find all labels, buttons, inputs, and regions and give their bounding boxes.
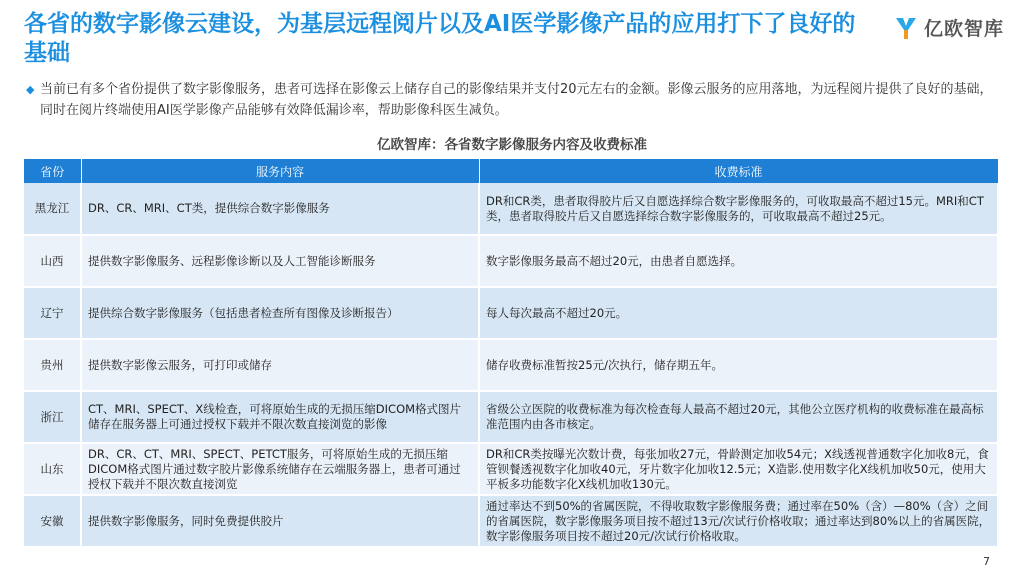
service-cell: 提供数字影像服务，同时免费提供胶片: [81, 495, 479, 547]
column-header-fee: 收费标准: [479, 159, 998, 183]
province-service-table: [24, 159, 999, 548]
fee-cell: 数字影像服务最高不超过20元，由患者自愿选择。: [479, 235, 998, 287]
yiou-logo-icon: [894, 15, 918, 41]
table-row: [24, 443, 998, 495]
service-cell: DR、CR、CT、MRI、SPECT、PETCT服务，可将原始生成的无损压缩DICOM格式图片通过数字胶片影像系统储存在云端服务器上，患者可通过授权下载并不限次数直接浏览: [81, 443, 479, 495]
logo-text: 亿欧智库: [923, 18, 1004, 40]
province-cell: 辽宁: [24, 287, 81, 339]
column-header-province: 省份: [24, 159, 81, 183]
summary-paragraph: [26, 79, 1001, 121]
fee-cell: DR和CR类按曝光次数计费，每张加收27元，骨龄测定加收54元；X线透视普通数字化加收8元，食管钡餐透视数字化加收40元，牙片数字化加收12.5元；X造影.使用数字化X线机加收50元，使用大平板多功能数字化X线机加收130元。: [479, 443, 998, 495]
table-row: [24, 339, 998, 391]
table-row: [24, 495, 998, 547]
province-cell: 贵州: [24, 339, 81, 391]
fee-cell: DR和CR类，患者取得胶片后又自愿选择综合数字影像服务的，可收取最高不超过15元。MRI和CT类，患者取得胶片后又自愿选择综合数字影像服务的，可收取最高不超过25元。: [479, 183, 998, 235]
service-cell: DR、CR、MRI、CT类，提供综合数字影像服务: [81, 183, 479, 235]
service-cell: 提供综合数字影像服务（包括患者检查所有图像及诊断报告）: [81, 287, 479, 339]
page-number: 7: [983, 555, 990, 568]
table-row: [24, 287, 998, 339]
table-row: [24, 391, 998, 443]
brand-logo: [894, 14, 1004, 41]
service-cell: 提供数字影像服务、远程影像诊断以及人工智能诊断服务: [81, 235, 479, 287]
fee-cell: 储存收费标准暂按25元/次执行，储存期五年。: [479, 339, 998, 391]
province-cell: 山西: [24, 235, 81, 287]
fee-cell: 每人每次最高不超过20元。: [479, 287, 998, 339]
page-title: 各省的数字影像云建设，为基层远程阅片以及AI医学影像产品的应用打下了良好的基础: [24, 11, 856, 66]
table-caption: 亿欧智库：各省数字影像服务内容及收费标准: [377, 137, 647, 153]
province-cell: 安徽: [24, 495, 81, 547]
summary-text: 当前已有多个省份提供了数字影像服务，患者可选择在影像云上储存自己的影像结果并支付20元左右的金额。影像云服务的应用落地，为远程阅片提供了良好的基础，同时在阅片终端使用AI医学影像产品能够有效降低漏诊率，帮助影像科医生减负。: [40, 82, 993, 118]
table-row: [24, 235, 998, 287]
fee-cell: 通过率达不到50%的省属医院，不得收取数字影像服务费；通过率在50%（含）—80%（含）之间的省属医院，数字影像服务项目按不超过13元/次试行价格收取；通过率达到80%以上的省属医院，数字影像服务项目按不超过20元/次试行价格收取。: [479, 495, 998, 547]
service-cell: CT、MRI、SPECT、X线检查，可将原始生成的无损压缩DICOM格式图片储存在服务器上可通过授权下载并不限次数直接浏览的影像: [81, 391, 479, 443]
service-cell: 提供数字影像云服务，可打印或储存: [81, 339, 479, 391]
table-header-row: [24, 159, 998, 183]
column-header-service: 服务内容: [81, 159, 479, 183]
diamond-bullet-icon: ◆: [26, 83, 35, 96]
fee-cell: 省级公立医院的收费标准为每次检查每人最高不超过20元，其他公立医疗机构的收费标准在最高标准范围内由各市核定。: [479, 391, 998, 443]
province-cell: 山东: [24, 443, 81, 495]
province-cell: 浙江: [24, 391, 81, 443]
table-row: [24, 183, 998, 235]
province-cell: 黑龙江: [24, 183, 81, 235]
